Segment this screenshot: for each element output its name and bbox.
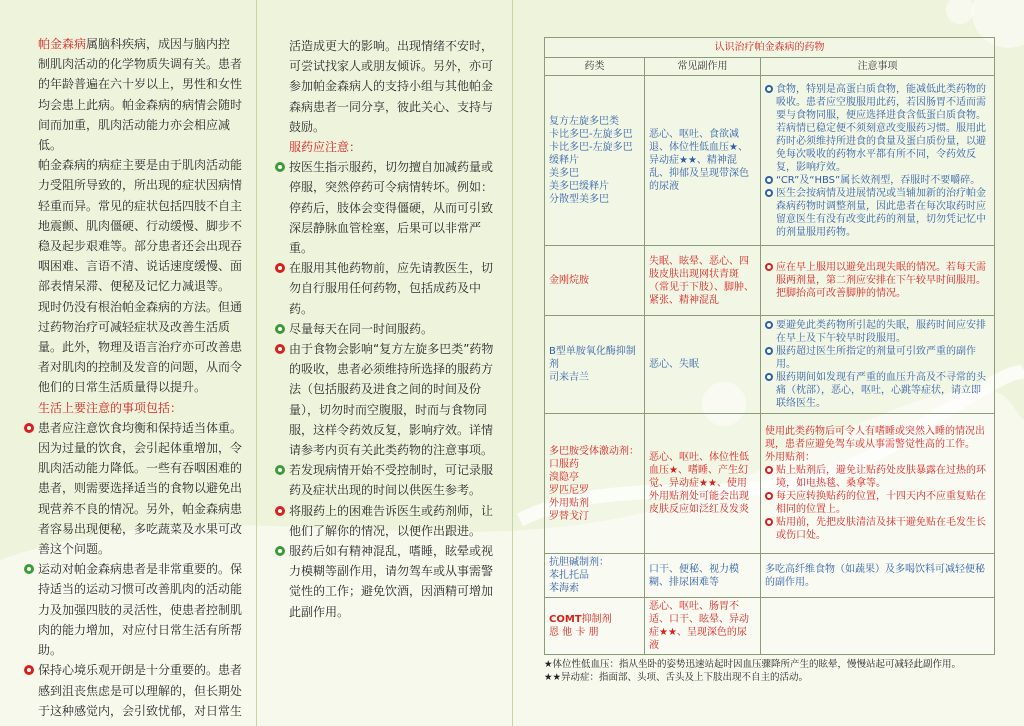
- side-effect-cell: 恶心、呕吐、体位性低血压★、嗜睡、产生幻觉、异动症★★、使用外用贴剂处可能会出现皮肤反应如泛红及发炎: [645, 414, 761, 554]
- note-item: 要避免此类药物所引起的失眠，服药时间应安排在早上及下午较早时段服用。: [765, 319, 990, 345]
- bullet-icon: [765, 373, 773, 381]
- bullet-icon: [765, 466, 773, 474]
- bullet-icon: [765, 263, 773, 271]
- table-row: [545, 554, 995, 598]
- table-row: [545, 414, 995, 554]
- drug-cell: [545, 598, 645, 655]
- note-item: 服药超过医生所指定的剂量可引致严重的副作用。: [765, 345, 990, 371]
- bullet-icon: [275, 546, 285, 556]
- med-tip: 将服药上的困难告诉医生或药剂师，让他们了解你的情况，以便作出跟进。: [275, 501, 498, 541]
- bullet-icon: [275, 506, 285, 516]
- bullet-icon: [275, 344, 285, 354]
- note-item: “CR”及“HBS”属长效剂型，吞服时不要嚼碎。: [765, 174, 990, 187]
- bullet-icon: [275, 324, 285, 334]
- column-intro: [38, 34, 242, 721]
- bullet-icon: [24, 665, 34, 675]
- bullet-icon: [275, 162, 285, 172]
- header-notes: 注意事项: [761, 58, 995, 76]
- life-tip-mood: 保持心境乐观开朗是十分重要的。患者感到沮丧焦虑是可以理解的，但长期处于这种感觉内，会引致忧郁，对日常生: [24, 660, 242, 721]
- note-item: 食物，特别是高蛋白质食物，能减低此类药物的吸收。患者应空腹服用此药，若因肠胃不适而需要与食物同服，便应选择进食含低蛋白质食物。若病情已稳定便不须刻意改变服药习惯。服用此药时必须维持所进食的食量及蛋白质份量，以避免每次吸收的药物水平都有所不同，令药效反复，影响疗效。: [765, 83, 990, 174]
- drug-cell: 多巴胺受体激动剂： 口服药 溴隐亭 罗匹尼罗 外用贴剂 罗替戈汀: [545, 414, 645, 554]
- table-header-row: [545, 58, 995, 76]
- header-drug-class: 药类: [545, 58, 645, 76]
- bullet-icon: [24, 423, 34, 433]
- notes-cell: [761, 316, 995, 414]
- med-tip: 若发现病情开始不受控制时，可记录服药及症状出现的时间以供医生参考。: [275, 460, 498, 500]
- drug-name-suffix: 抑制剂: [581, 614, 612, 625]
- med-tip: 在服用其他药物前，应先请教医生，切勿自行服用任何药物，包括成药及中药。: [275, 258, 498, 319]
- notes-cell: [761, 598, 995, 655]
- notes-cell: [761, 76, 995, 246]
- bullet-icon: [275, 263, 285, 273]
- table-row: [545, 316, 995, 414]
- life-tip-diet: 患者应注意饮食均衡和保持适当体重。因为过量的饮食，会引起体重增加，令肌肉活动能力降低。一些有吞咽困难的患者，则需要选择适当的食物以避免出现营养不良的情况。另外，帕金森病患者容易出现便秘，多吃蔬菜及水果可改善这个问题。: [24, 418, 242, 559]
- side-effect-cell: 口干、便秘、视力模糊、排尿困难等: [645, 554, 761, 598]
- mood-continuation: 活造成更大的影响。出现情绪不安时，可尝试找家人或朋友倾诉。另外，亦可参加帕金森病人的支持小组与其他帕金森病患者一同分享，彼此关心、支持与鼓励。: [289, 39, 494, 134]
- drug-name-entacapone: 恩 他 卡 朋: [549, 627, 599, 638]
- bullet-icon: [765, 321, 773, 329]
- drug-table: [544, 37, 995, 655]
- note-item: 医生会按病情及进展情况或当辅加新的治疗帕金森病药物时调整剂量，因此患者在每次取药时应留意医生有没有改变此药的剂量，切勿凭记忆中的剂量服用药物。: [765, 187, 990, 239]
- note-item: 应在早上服用以避免出现失眠的情况。若每天需服两剂量，第二剂应安排在下午较早时间服用。把脚抬高可改善脚肿的情况。: [765, 261, 990, 300]
- intro-paragraph-1: 帕金森病属脑科疾病，成因与脑内控制肌肉活动的化学物质失调有关。患者的年龄普遍在六十岁以上，男性和女性均会患上此病。帕金森病的病情会随时间而加重，肌肉活动能力亦会相应减低。: [38, 37, 243, 153]
- med-tip: 服药后如有精神混乱，嗜睡，眩晕或视力模糊等副作用，请勿驾车或从事需警觉性的工作；避免饮酒，因酒精可增加此副作用。: [275, 541, 498, 622]
- bullet-icon: [765, 518, 773, 526]
- drug-name-comt: COMT: [549, 614, 582, 625]
- header-side-effects: 常见副作用: [645, 58, 761, 76]
- bullet-icon: [765, 85, 773, 93]
- drug-table-panel: [544, 37, 995, 684]
- medication-tips-title: 服药应注意：: [289, 140, 362, 155]
- table-footnotes: [544, 658, 995, 684]
- side-effect-cell: 恶心、失眠: [645, 316, 761, 414]
- bullet-icon: [765, 176, 773, 184]
- note-item: 贴用前，先把皮肤清洁及抹干避免贴在毛发生长或伤口处。: [765, 516, 990, 542]
- life-tip-exercise: 运动对帕金森病患者是非常重要的。保持适当的运动习惯可改善肌肉的活动能力及加强四肢的灵活性，使患者控制肌肉的能力增加，对应付日常生活有所帮助。: [24, 559, 242, 660]
- bullet-icon: [765, 347, 773, 355]
- drug-cell: 抗胆碱制剂： 苯扎托品 苯海索: [545, 554, 645, 598]
- fold-line-2: [512, 0, 513, 726]
- note-item: 每天应转换贴药的位置，十四天内不应重复贴在相同的位置上。: [765, 490, 990, 516]
- med-tip: 按医生指示服药，切勿擅自加减药量或停服，突然停药可令病情转坏。例如：停药后，肢体会变得僵硬，从而可引致深层静脉血管栓塞，后果可以非常严重。: [275, 157, 498, 258]
- fold-line-1: [256, 0, 257, 726]
- med-tip: 由于食物会影响“复方左旋多巴类”药物的吸收，患者必须维持所选择的服药方法（包括服药及进食之间的时间及份量），切勿时而空腹服，时而与食物同服，这样令药效反复，影响疗效。详情请参考内页有关此类药物的注意事项。: [275, 339, 498, 460]
- footnote-orthostatic: ★体位性低血压：指从坐卧的姿势迅速站起时因血压骤降所产生的眩晕，慢慢站起可减轻此副作用。: [544, 659, 962, 670]
- bullet-icon: [24, 564, 34, 574]
- notes-cell: [761, 414, 995, 554]
- bullet-icon: [765, 189, 773, 197]
- drug-cell: 金刚烷胺: [545, 246, 645, 316]
- notes-cell: 多吃高纤维食物（如蔬果）及多喝饮料可减轻便秘的副作用。: [761, 554, 995, 598]
- drug-cell: 复方左旋多巴类 卡比多巴-左旋多巴 卡比多巴-左旋多巴缓释片 美多巴 美多巴缓释片 分散型美多巴: [545, 76, 645, 246]
- intro-paragraph-3: 现时仍没有根治帕金森病的方法。但通过药物治疗可减轻症状及改善生活质量。此外，物理及语言治疗亦可改善患者对肌肉的控制及发音的问题，从而令他们的日常生活质量得以提升。: [38, 299, 243, 395]
- life-tips-title: 生活上要注意的事项包括：: [38, 400, 183, 415]
- med-tip: 尽量每天在同一时间服药。: [275, 319, 498, 339]
- table-row: [545, 76, 995, 246]
- table-row: [545, 246, 995, 316]
- intro-paragraph-2: 帕金森病的病症主要是由于肌肉活动能力受阻所导致的，所出现的症状因病情轻重而异。常见的症状包括四肢不自主地震颤、肌肉僵硬、行动缓慢、脚步不稳及起步艰难等。部分患者还会出现吞咽困难、言语不清、说话速度缓慢、面部表情呆滞、便秘及记忆力减退等。: [38, 158, 243, 294]
- bullet-icon: [765, 492, 773, 500]
- table-caption: 认识治疗帕金森病的药物: [545, 38, 995, 58]
- bullet-icon: [275, 465, 285, 475]
- note-item: 服药期间如发现有严重的血压升高及不寻常的头痛（枕部），恶心，呕吐，心跳等症状，请立即联络医生。: [765, 371, 990, 410]
- column-medication-tips: [289, 36, 498, 622]
- notes-cell: [761, 246, 995, 316]
- footnote-dyskinesia: ★★异动症：指面部、头项、舌头及上下肢出现不自主的活动。: [544, 672, 809, 683]
- side-effect-cell: 恶心、呕吐、肠胃不适、口干、眩晕、异动症★★、呈现深色的尿液: [645, 598, 761, 655]
- note-intro: 使用此类药物后可令人有嗜睡或突然入睡的情况出现，患者应避免驾车或从事需警觉性高的工作。 外用贴剂：: [765, 426, 985, 463]
- note-item: 贴上贴剂后，避免让贴药处皮肤暴露在过热的环境，如电热毯、桑拿等。: [765, 464, 990, 490]
- drug-cell: B型单胺氧化酶抑制剂 司来吉兰: [545, 316, 645, 414]
- table-row: [545, 598, 995, 655]
- side-effect-cell: 失眠、眩晕、恶心、四肢皮肤出现网状青斑（常见于下肢）、脚肿、紧张、精神混乱: [645, 246, 761, 316]
- intro-title: 帕金森病: [38, 37, 87, 51]
- side-effect-cell: 恶心、呕吐、食欲减退、体位性低血压★、异动症★★、精神混乱、抑郁及呈现带深色的尿液: [645, 76, 761, 246]
